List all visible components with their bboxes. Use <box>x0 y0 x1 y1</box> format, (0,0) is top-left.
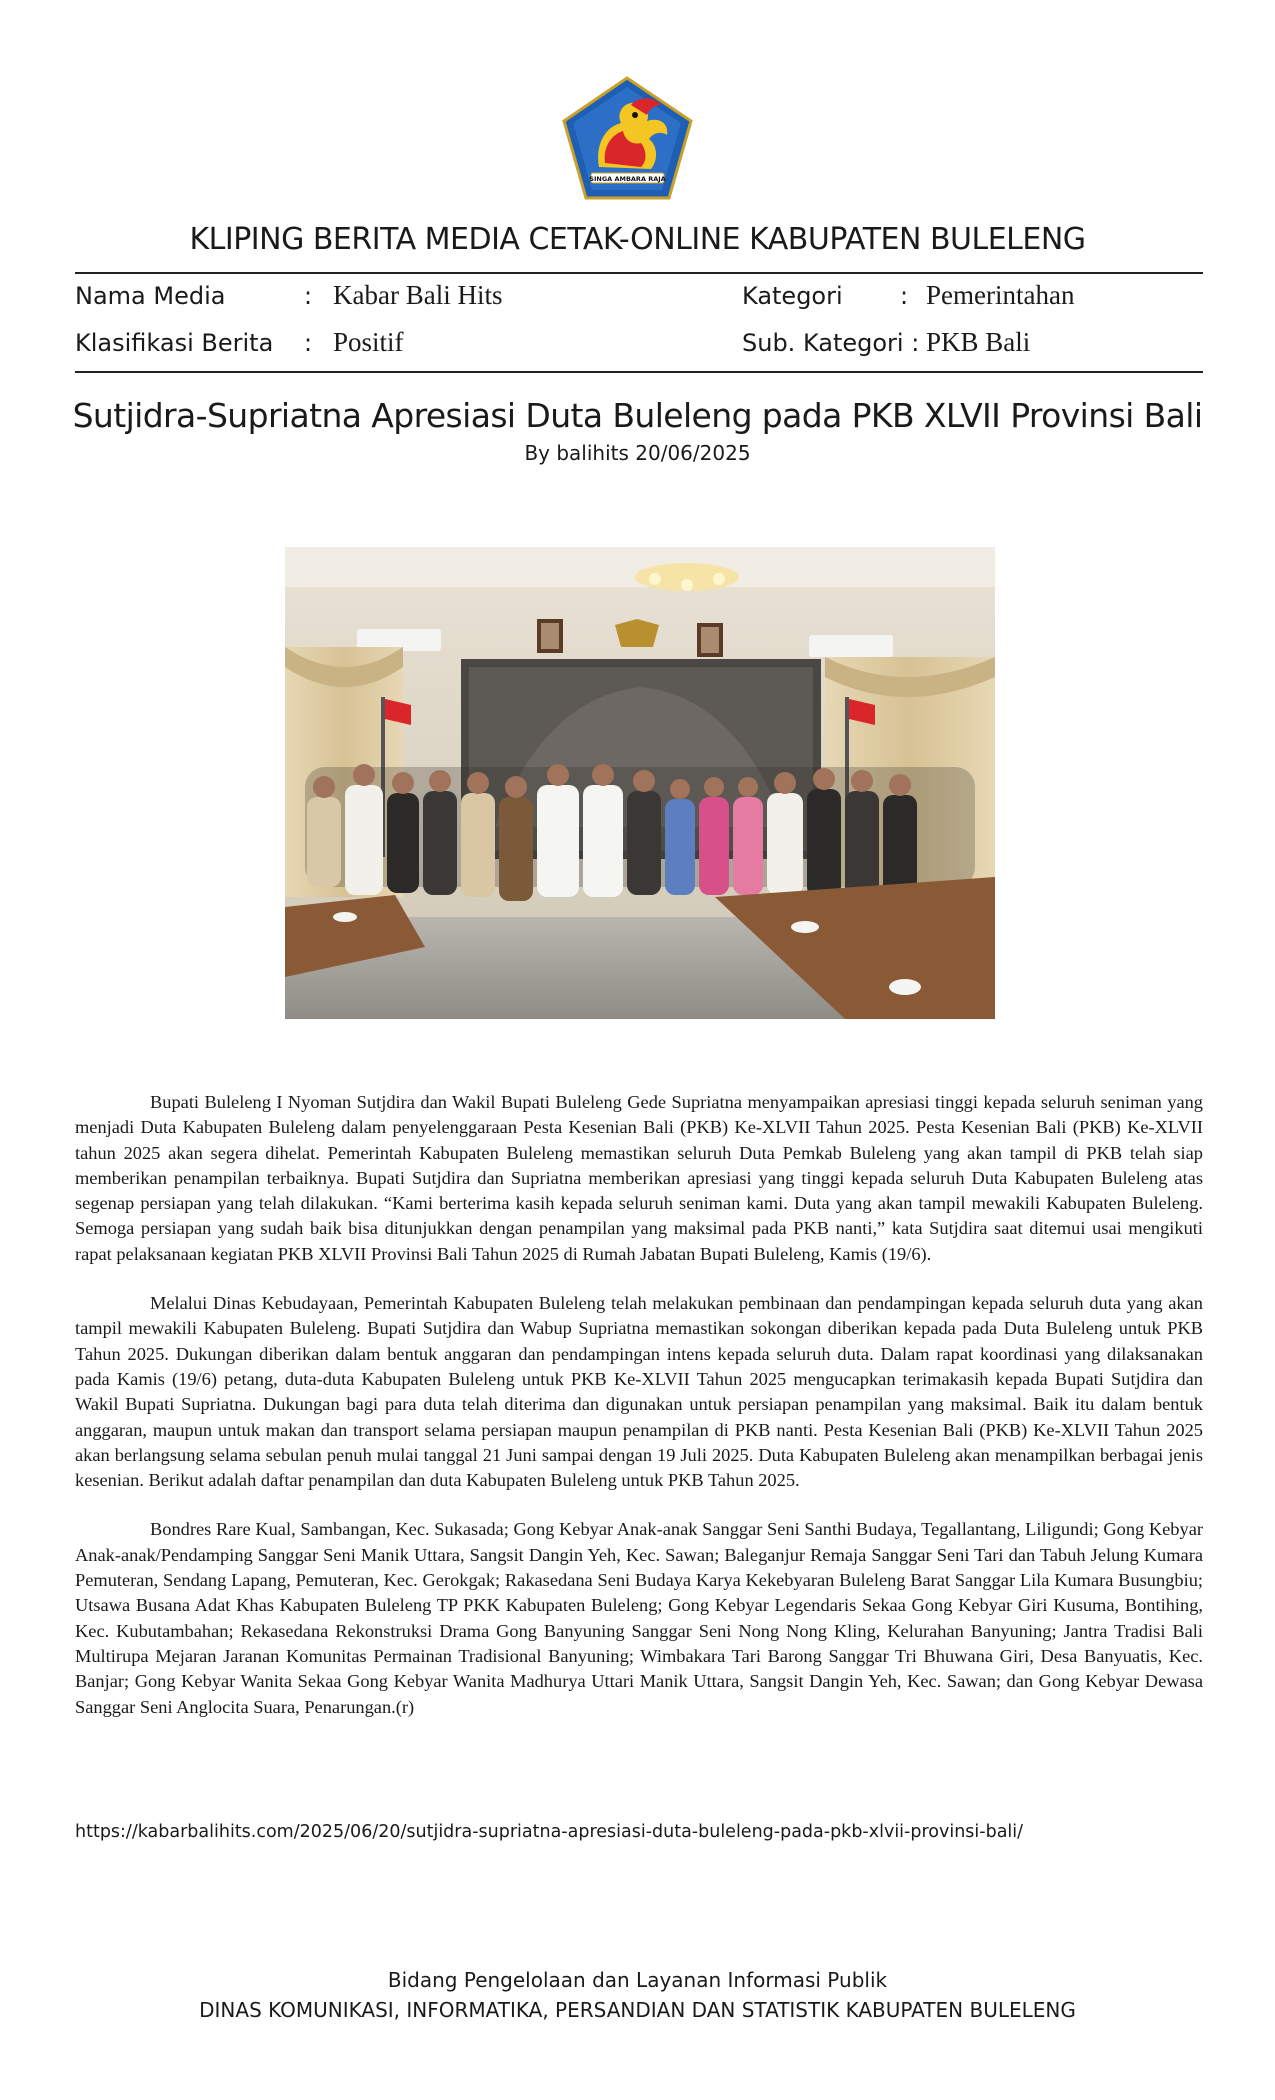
subkategori-value: PKB Bali <box>926 327 1031 357</box>
source-url[interactable]: https://kabarbalihits.com/2025/06/20/sutjidra-supriatna-apresiasi-duta-buleleng-pada-pkb-xlvii-provinsi-bali/ <box>75 1822 1024 1842</box>
klasifikasi-colon: : <box>304 329 313 357</box>
article-paragraph-3: Bondres Rare Kual, Sambangan, Kec. Sukasada; Gong Kebyar Anak-anak Sanggar Seni Santhi Budaya, Tegallantang, Liligundi; Gong Kebyar Anak-anak/Pendamping Sanggar Seni Manik Uttara, Sangsit Dangin Yeh, Kec. Sawan; Baleganjur Remaja Sanggar Seni Tari dan Tabuh Jelung Kumara Pemuteran, Sendang Lapang, Pemuteran, Kec. Gerokgak; Rakasedana Seni Budaya Karya Kekebyaran Buleleng Barat Sanggar Lila Kumara Busungbiu; Utsawa Busana Adat Khas Kabupaten Buleleng TP PKK Kabupaten Buleleng; Gong Kebyar Legendaris Sekaa Gong Kebyar Giri Kusuma, Bontihing, Kec. Kubutambahan; Rekasedana Rekonstruksi Drama Gong Banyuning Sanggar Seni Nong Nong Kling, Kelurahan Banyuning; Jantra Tradisi Bali Multirupa Mejaran Jaranan Komunitas Permainan Tradisional Banyuning; Wimbakara Tari Barong Sanggar Tri Bhuwana Giri, Desa Banyuatis, Kec. Banjar; Gong Kebyar Wanita Sekaa Gong Kebyar Wanita Madhurya Uttari Manik Uttara, Sangsit Dangin Yeh, Kec. Sawan; dan Gong Kebyar Dewasa Sanggar Seni Anglocita Suara, Penarungan.(r) <box>75 1519 1203 1717</box>
subkategori-label: Sub. Kategori : <box>742 329 920 357</box>
header-title: KLIPING BERITA MEDIA CETAK-ONLINE KABUPATEN BULELENG <box>189 222 1086 257</box>
article-title: Sutjidra-Supriatna Apresiasi Duta Buleleng pada PKB XLVII Provinsi Bali <box>72 396 1203 435</box>
header-bottom-divider <box>75 371 1203 373</box>
media-label: Nama Media <box>75 282 226 310</box>
footer-agency: DINAS KOMUNIKASI, INFORMATIKA, PERSANDIAN DAN STATISTIK KABUPATEN BULELENG <box>199 1998 1076 2022</box>
article-paragraph-1: Bupati Buleleng I Nyoman Sutjdira dan Wakil Bupati Buleleng Gede Supriatna menyampaikan apresiasi tinggi kepada seluruh seniman yang menjadi Duta Kabupaten Buleleng dalam penyelenggaraan Pesta Kesenian Bali (PKB) Ke-XLVII Tahun 2025. Pesta Kesenian Bali (PKB) Ke-XLVII tahun 2025 akan segera dihelat. Pemerintah Kabupaten Buleleng memastikan seluruh Duta Pemkab Buleleng yang akan tampil di PKB telah siap memberikan penampilan terbaiknya. Bupati Sutjdira dan Supriatna memberikan apresiasi yang tinggi kepada seluruh Duta Kabupaten Buleleng atas segenap persiapan yang telah dilakukan. “Kami berterima kasih kepada seluruh seniman kami. Duta yang akan tampil mewakili Kabupaten Buleleng. Semoga persiapan yang sudah baik bisa ditunjukkan dengan penampilan yang maksimal pada PKB nanti,” kata Sutjdira saat ditemui usai mengikuti rapat pelaksanaan kegiatan PKB XLVII Provinsi Bali Tahun 2025 di Rumah Jabatan Bupati Buleleng, Kamis (19/6). <box>75 1092 1203 1264</box>
kategori-value: Pemerintahan <box>926 280 1075 310</box>
svg-text:SINGA AMBARA RAJA: SINGA AMBARA RAJA <box>589 175 666 183</box>
klasifikasi-label: Klasifikasi Berita <box>75 329 274 357</box>
kategori-label: Kategori <box>742 282 843 310</box>
article-photo <box>285 547 995 1019</box>
article-byline: By balihits 20/06/2025 <box>524 441 751 465</box>
media-value: Kabar Bali Hits <box>333 280 503 310</box>
kategori-colon: : <box>900 282 909 310</box>
media-colon: : <box>304 282 313 310</box>
header-top-divider <box>75 272 1203 274</box>
footer-department: Bidang Pengelolaan dan Layanan Informasi Publik <box>387 1968 888 1992</box>
buleleng-crest-logo <box>561 75 694 201</box>
article-body <box>75 1090 1203 1744</box>
article-paragraph-2: Melalui Dinas Kebudayaan, Pemerintah Kabupaten Buleleng telah melakukan pembinaan dan pendampingan kepada seluruh duta yang akan tampil mewakili Kabupaten Buleleng. Bupati Sutjdira dan Wabup Supriatna memastikan sokongan diberikan kepada pada Duta Buleleng untuk PKB Tahun 2025. Dukungan diberikan dalam bentuk anggaran dan pendampingan intens kepada seluruh duta. Dalam rapat koordinasi yang dilaksanakan pada Kamis (19/6) petang, duta-duta Kabupaten Buleleng untuk PKB Ke-XLVII Tahun 2025 mengucapkan terimakasih kepada Bupati Sutjdira dan Wakil Bupati Supriatna. Dukungan bagi para duta telah diterima dan digunakan untuk persiapan penampilan yang maksimal. Baik itu dalam bentuk anggaran, maupun untuk makan dan transport selama persiapan maupun penampilan di PKB nanti. Pesta Kesenian Bali (PKB) Ke-XLVII Tahun 2025 akan berlangsung selama sebulan penuh mulai tanggal 21 Juni sampai dengan 19 Juli 2025. Duta Kabupaten Buleleng akan menampilkan berbagai jenis kesenian. Berikut adalah daftar penampilan dan duta Kabupaten Buleleng untuk PKB Tahun 2025. <box>75 1293 1203 1491</box>
klasifikasi-value: Positif <box>333 327 404 357</box>
